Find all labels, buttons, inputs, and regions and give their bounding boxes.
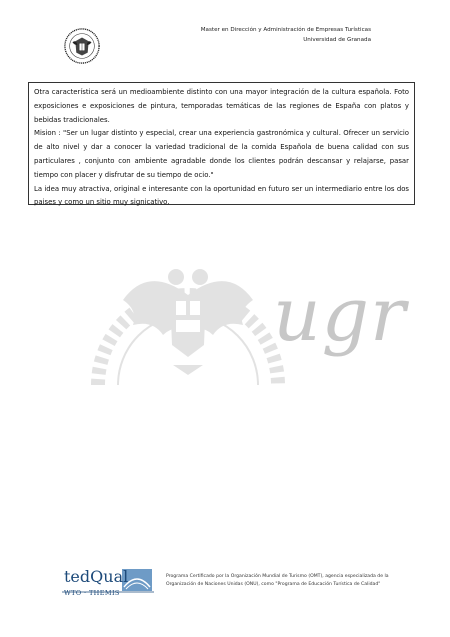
paragraph-idea: La idea muy atractiva, original e interesante con la oportunidad en futuro ser un intermediario entre los dos paises y como un sitio muy signicativo.: [34, 184, 409, 207]
paragraph-characteristics: Otra característica será un medioambiente distinto con una mayor integración de la cultura española. Foto exposiciones e exposiciones de pintura, temporadas temáticas de las regiones de España con platos y bebidas tradicionales.: [34, 88, 409, 124]
footer-logo-subtext: WTO · THEMIS: [64, 589, 120, 597]
document-header: [201, 25, 371, 45]
watermark-ugr-text: ugr: [273, 272, 407, 358]
paragraph-mission: Mision : "Ser un lugar distinto y especial, crear una experiencia gastronómica y cultural. Ofrecer un servicio de alto nivel y dar a conocer la variedad tradicional de la comida Española de buena calidad con sus particulares , conjunto con ambiente agradable donde los clientes podrán descansar y relajarse, pasar tiempo con placer y disfrutar de su tiempo de ocio.": [34, 129, 409, 179]
header-program-title: Master en Dirección y Administración de Empresas Turísticas: [200, 27, 371, 33]
footer-certification-text: Programa Certificado por la Organización Mundial de Turismo (OMT), agencia especializada de la Organización de Naciones Unidas (ONU), como "Programa de Educación Turística de Calidad": [166, 574, 389, 587]
header-university-name: Universidad de Granada: [303, 37, 371, 43]
university-seal-logo: [63, 27, 101, 65]
footer-logo-text: tedQual: [64, 567, 129, 586]
content-text-box: [28, 82, 415, 205]
